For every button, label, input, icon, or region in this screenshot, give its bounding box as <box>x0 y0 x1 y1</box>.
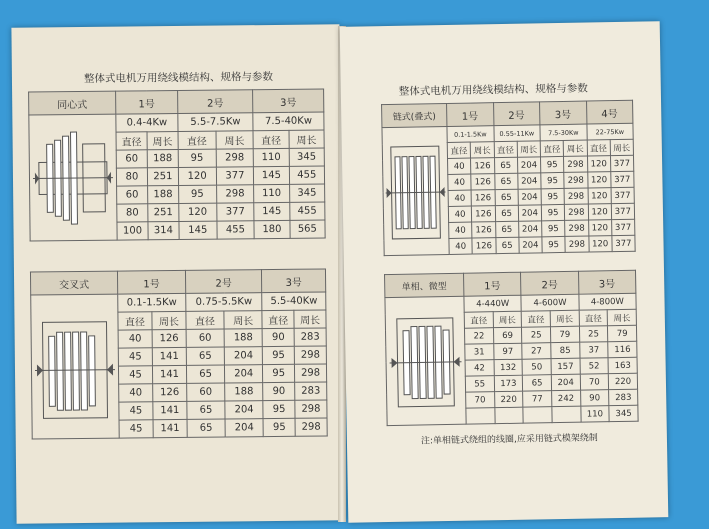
cell: 77 <box>523 391 552 407</box>
cell: 40 <box>448 174 472 190</box>
cell: 377 <box>611 219 635 235</box>
cell: 298 <box>295 418 327 436</box>
left-page-title: 整体式电机万用绕线模结构、规格与参数 <box>83 70 274 85</box>
cell: 345 <box>289 148 325 166</box>
cell: 126 <box>152 329 186 347</box>
cell: 145 <box>254 202 290 220</box>
cell: 204 <box>225 419 263 437</box>
cell: 95 <box>541 204 565 220</box>
size-header: 2号 <box>521 271 579 295</box>
cell: 90 <box>263 382 295 400</box>
col-label: 直径 <box>262 310 294 328</box>
cell: 40 <box>449 222 473 238</box>
col-label: 直径 <box>118 312 152 330</box>
cell: 126 <box>472 222 496 238</box>
right-page <box>340 21 669 523</box>
winding-mold-icon <box>389 301 463 420</box>
cell: 145 <box>179 221 217 239</box>
cell: 79 <box>550 326 579 342</box>
cell: 50 <box>522 359 551 375</box>
cell: 100 <box>117 222 148 240</box>
col-label: 直径 <box>253 130 289 148</box>
cell: 37 <box>579 342 608 358</box>
cell: 173 <box>494 375 523 391</box>
col-label: 周长 <box>610 139 634 155</box>
power-range: 0.1-1.5Kw <box>118 293 186 312</box>
cell: 65 <box>187 419 225 437</box>
table-name: 链式(叠式) <box>382 103 447 127</box>
cell: 377 <box>611 171 635 187</box>
power-range: 7.5-40Kw <box>253 112 324 131</box>
concentric-table <box>28 88 326 241</box>
table-name: 单相、微型 <box>385 273 464 297</box>
cell: 298 <box>295 400 327 418</box>
col-label: 周长 <box>152 311 186 329</box>
cell: 298 <box>295 364 327 382</box>
cell: 188 <box>147 149 178 167</box>
size-header: 3号 <box>578 270 636 294</box>
col-label: 直径 <box>178 131 216 149</box>
size-header: 1号 <box>447 103 494 127</box>
col-label: 直径 <box>494 141 518 157</box>
power-range: 0.1-1.5Kw <box>447 126 494 143</box>
power-range: 0.55-11Kw <box>493 125 540 142</box>
cell: 70 <box>466 392 495 408</box>
cell: 251 <box>147 167 178 185</box>
cell: 204 <box>225 365 263 383</box>
cell: 188 <box>225 383 263 401</box>
cell <box>495 407 524 423</box>
cell: 204 <box>551 374 580 390</box>
cell: 126 <box>471 158 495 174</box>
cell: 95 <box>541 188 565 204</box>
cell: 120 <box>587 172 611 188</box>
cell: 65 <box>494 157 518 173</box>
col-label: 周长 <box>216 131 254 149</box>
cell: 345 <box>289 184 325 202</box>
col-label: 直径 <box>447 142 471 158</box>
col-label: 周长 <box>470 142 494 158</box>
cell: 157 <box>551 358 580 374</box>
cell: 65 <box>494 173 518 189</box>
cell: 52 <box>580 358 609 374</box>
cell: 126 <box>471 174 495 190</box>
cell: 95 <box>178 149 216 167</box>
col-label: 周长 <box>607 309 636 325</box>
cell: 120 <box>588 220 612 236</box>
cell: 132 <box>494 359 523 375</box>
cell: 40 <box>448 158 472 174</box>
cell: 163 <box>608 357 637 373</box>
power-range: 0.4-4Kw <box>116 113 178 132</box>
cell: 25 <box>579 326 608 342</box>
size-header: 4号 <box>586 100 633 124</box>
cell: 204 <box>224 347 262 365</box>
cell: 455 <box>289 166 325 184</box>
table-name: 同心式 <box>29 91 116 115</box>
power-range: 4-440W <box>464 295 522 312</box>
cross-winding-table <box>30 268 328 439</box>
cell: 85 <box>551 342 580 358</box>
cell: 298 <box>564 156 588 172</box>
cell: 220 <box>494 391 523 407</box>
cell: 283 <box>609 389 638 405</box>
cell: 45 <box>119 402 153 420</box>
table-name: 交叉式 <box>30 271 117 295</box>
cell: 60 <box>116 150 147 168</box>
power-range: 4-600W <box>521 294 579 311</box>
cell: 298 <box>565 220 589 236</box>
col-label: 周长 <box>550 310 579 326</box>
cell: 298 <box>294 346 326 364</box>
cell: 45 <box>118 366 152 384</box>
cell: 65 <box>495 205 519 221</box>
cell: 120 <box>588 236 612 252</box>
cell: 298 <box>564 172 588 188</box>
cell: 126 <box>153 383 187 401</box>
cell: 204 <box>518 205 542 221</box>
col-label: 直径 <box>186 311 224 329</box>
size-header: 1号 <box>117 270 185 294</box>
cell: 40 <box>118 330 152 348</box>
cell: 242 <box>552 390 581 406</box>
col-label: 周长 <box>289 130 325 148</box>
col-label: 周长 <box>294 310 326 328</box>
cell: 110 <box>253 148 289 166</box>
right-page-title: 整体式电机万用绕线模结构、规格与参数 <box>398 82 588 98</box>
size-header: 3号 <box>253 89 324 113</box>
size-header: 1号 <box>116 90 178 114</box>
footnote: 注:单相链式绕组的线圈,应采用链式模架绕制 <box>420 433 598 447</box>
cell: 204 <box>517 157 541 173</box>
cell: 204 <box>518 173 542 189</box>
cell: 69 <box>493 327 522 343</box>
col-label: 周长 <box>563 140 587 156</box>
col-label: 直径 <box>540 140 564 156</box>
concentric-mold-diagram <box>29 114 117 241</box>
col-label: 直径 <box>587 140 611 156</box>
cell: 204 <box>225 401 263 419</box>
winding-mold-icon <box>385 132 447 251</box>
cell: 45 <box>119 420 153 438</box>
cell: 455 <box>217 221 255 239</box>
cell: 141 <box>152 347 186 365</box>
cell: 45 <box>118 348 152 366</box>
cell: 95 <box>263 346 295 364</box>
cell: 298 <box>216 149 254 167</box>
cell: 455 <box>289 202 325 220</box>
cell: 204 <box>518 189 542 205</box>
cell: 298 <box>565 204 589 220</box>
cell: 314 <box>148 221 179 239</box>
cell: 31 <box>465 344 494 360</box>
cell <box>523 407 552 423</box>
power-range: 0.75-5.5Kw <box>186 293 263 312</box>
cell: 95 <box>263 400 295 418</box>
cell: 27 <box>522 343 551 359</box>
cell: 80 <box>116 168 147 186</box>
cell: 22 <box>464 328 493 344</box>
cell: 298 <box>564 188 588 204</box>
cell: 345 <box>609 405 638 421</box>
cell: 298 <box>216 185 254 203</box>
cell: 126 <box>472 206 496 222</box>
cell: 141 <box>153 419 187 437</box>
cell: 42 <box>465 360 494 376</box>
cell: 90 <box>580 390 609 406</box>
cell: 204 <box>518 221 542 237</box>
cell: 188 <box>224 329 262 347</box>
cell: 110 <box>254 184 290 202</box>
cell: 204 <box>519 237 543 253</box>
cell: 65 <box>495 237 519 253</box>
cell: 40 <box>449 238 473 254</box>
col-label: 直径 <box>116 132 147 150</box>
left-page <box>11 24 344 523</box>
cell: 188 <box>148 185 179 203</box>
size-header: 2号 <box>493 102 540 126</box>
power-range: 5.5-7.5Kw <box>178 113 254 132</box>
power-range: 7.5-30Kw <box>540 124 587 141</box>
chain-mold-diagram <box>382 126 449 255</box>
power-range: 5.5-40Kw <box>262 292 326 311</box>
cell: 60 <box>187 383 225 401</box>
cell: 377 <box>611 187 635 203</box>
cell <box>552 406 581 422</box>
cell: 377 <box>216 167 254 185</box>
cell: 251 <box>148 203 179 221</box>
cell: 79 <box>608 325 637 341</box>
cell: 120 <box>587 156 611 172</box>
cell: 40 <box>448 190 472 206</box>
col-label: 周长 <box>493 311 522 327</box>
cell: 60 <box>186 329 224 347</box>
size-header: 2号 <box>177 90 253 114</box>
col-label: 直径 <box>521 311 550 327</box>
cell: 95 <box>540 156 564 172</box>
cell: 565 <box>290 220 326 238</box>
cell: 220 <box>609 373 638 389</box>
cell <box>466 408 495 424</box>
cell: 377 <box>216 203 254 221</box>
cell: 70 <box>580 374 609 390</box>
cell: 116 <box>608 341 637 357</box>
cell: 65 <box>495 221 519 237</box>
size-header: 3号 <box>540 101 587 125</box>
cell: 120 <box>588 188 612 204</box>
col-label: 周长 <box>147 131 178 149</box>
cell: 141 <box>153 401 187 419</box>
cell: 65 <box>495 189 519 205</box>
cell: 95 <box>263 418 295 436</box>
cell: 126 <box>472 238 496 254</box>
cell: 95 <box>178 185 216 203</box>
col-label: 周长 <box>224 311 262 329</box>
cell: 120 <box>179 203 217 221</box>
cell: 377 <box>611 203 635 219</box>
winding-mold-icon <box>32 121 113 234</box>
cell: 65 <box>187 401 225 419</box>
cell: 95 <box>541 172 565 188</box>
cell: 145 <box>254 166 290 184</box>
power-range: 4-800W <box>579 293 637 310</box>
cell: 80 <box>117 204 148 222</box>
cell: 65 <box>186 365 224 383</box>
chain-winding-table <box>381 100 636 256</box>
cell: 97 <box>493 343 522 359</box>
winding-mold-icon <box>34 301 115 432</box>
cell: 283 <box>295 382 327 400</box>
cell: 55 <box>465 376 494 392</box>
cell: 120 <box>588 204 612 220</box>
size-header: 3号 <box>262 269 326 293</box>
col-label: 直径 <box>464 312 493 328</box>
cell: 120 <box>178 167 216 185</box>
cell: 298 <box>565 236 589 252</box>
cross-mold-diagram <box>31 294 120 439</box>
single-phase-table <box>384 270 639 426</box>
cell: 377 <box>612 235 636 251</box>
cell: 110 <box>580 406 609 422</box>
cell: 65 <box>523 375 552 391</box>
cell: 377 <box>610 155 634 171</box>
cell: 283 <box>294 328 326 346</box>
cell: 141 <box>152 365 186 383</box>
size-header: 2号 <box>185 270 262 294</box>
cell: 65 <box>186 347 224 365</box>
col-label: 直径 <box>579 310 608 326</box>
cell: 60 <box>117 186 148 204</box>
cell: 25 <box>522 327 551 343</box>
size-header: 1号 <box>464 272 522 296</box>
cell: 95 <box>263 364 295 382</box>
cell: 95 <box>542 236 566 252</box>
cell: 40 <box>448 206 472 222</box>
cell: 180 <box>254 220 290 238</box>
cell: 90 <box>262 328 294 346</box>
single-phase-mold-diagram <box>385 296 466 425</box>
cell: 95 <box>542 220 566 236</box>
cell: 126 <box>471 190 495 206</box>
power-range: 22-75Kw <box>586 123 633 140</box>
cell: 40 <box>119 384 153 402</box>
col-label: 周长 <box>517 141 541 157</box>
